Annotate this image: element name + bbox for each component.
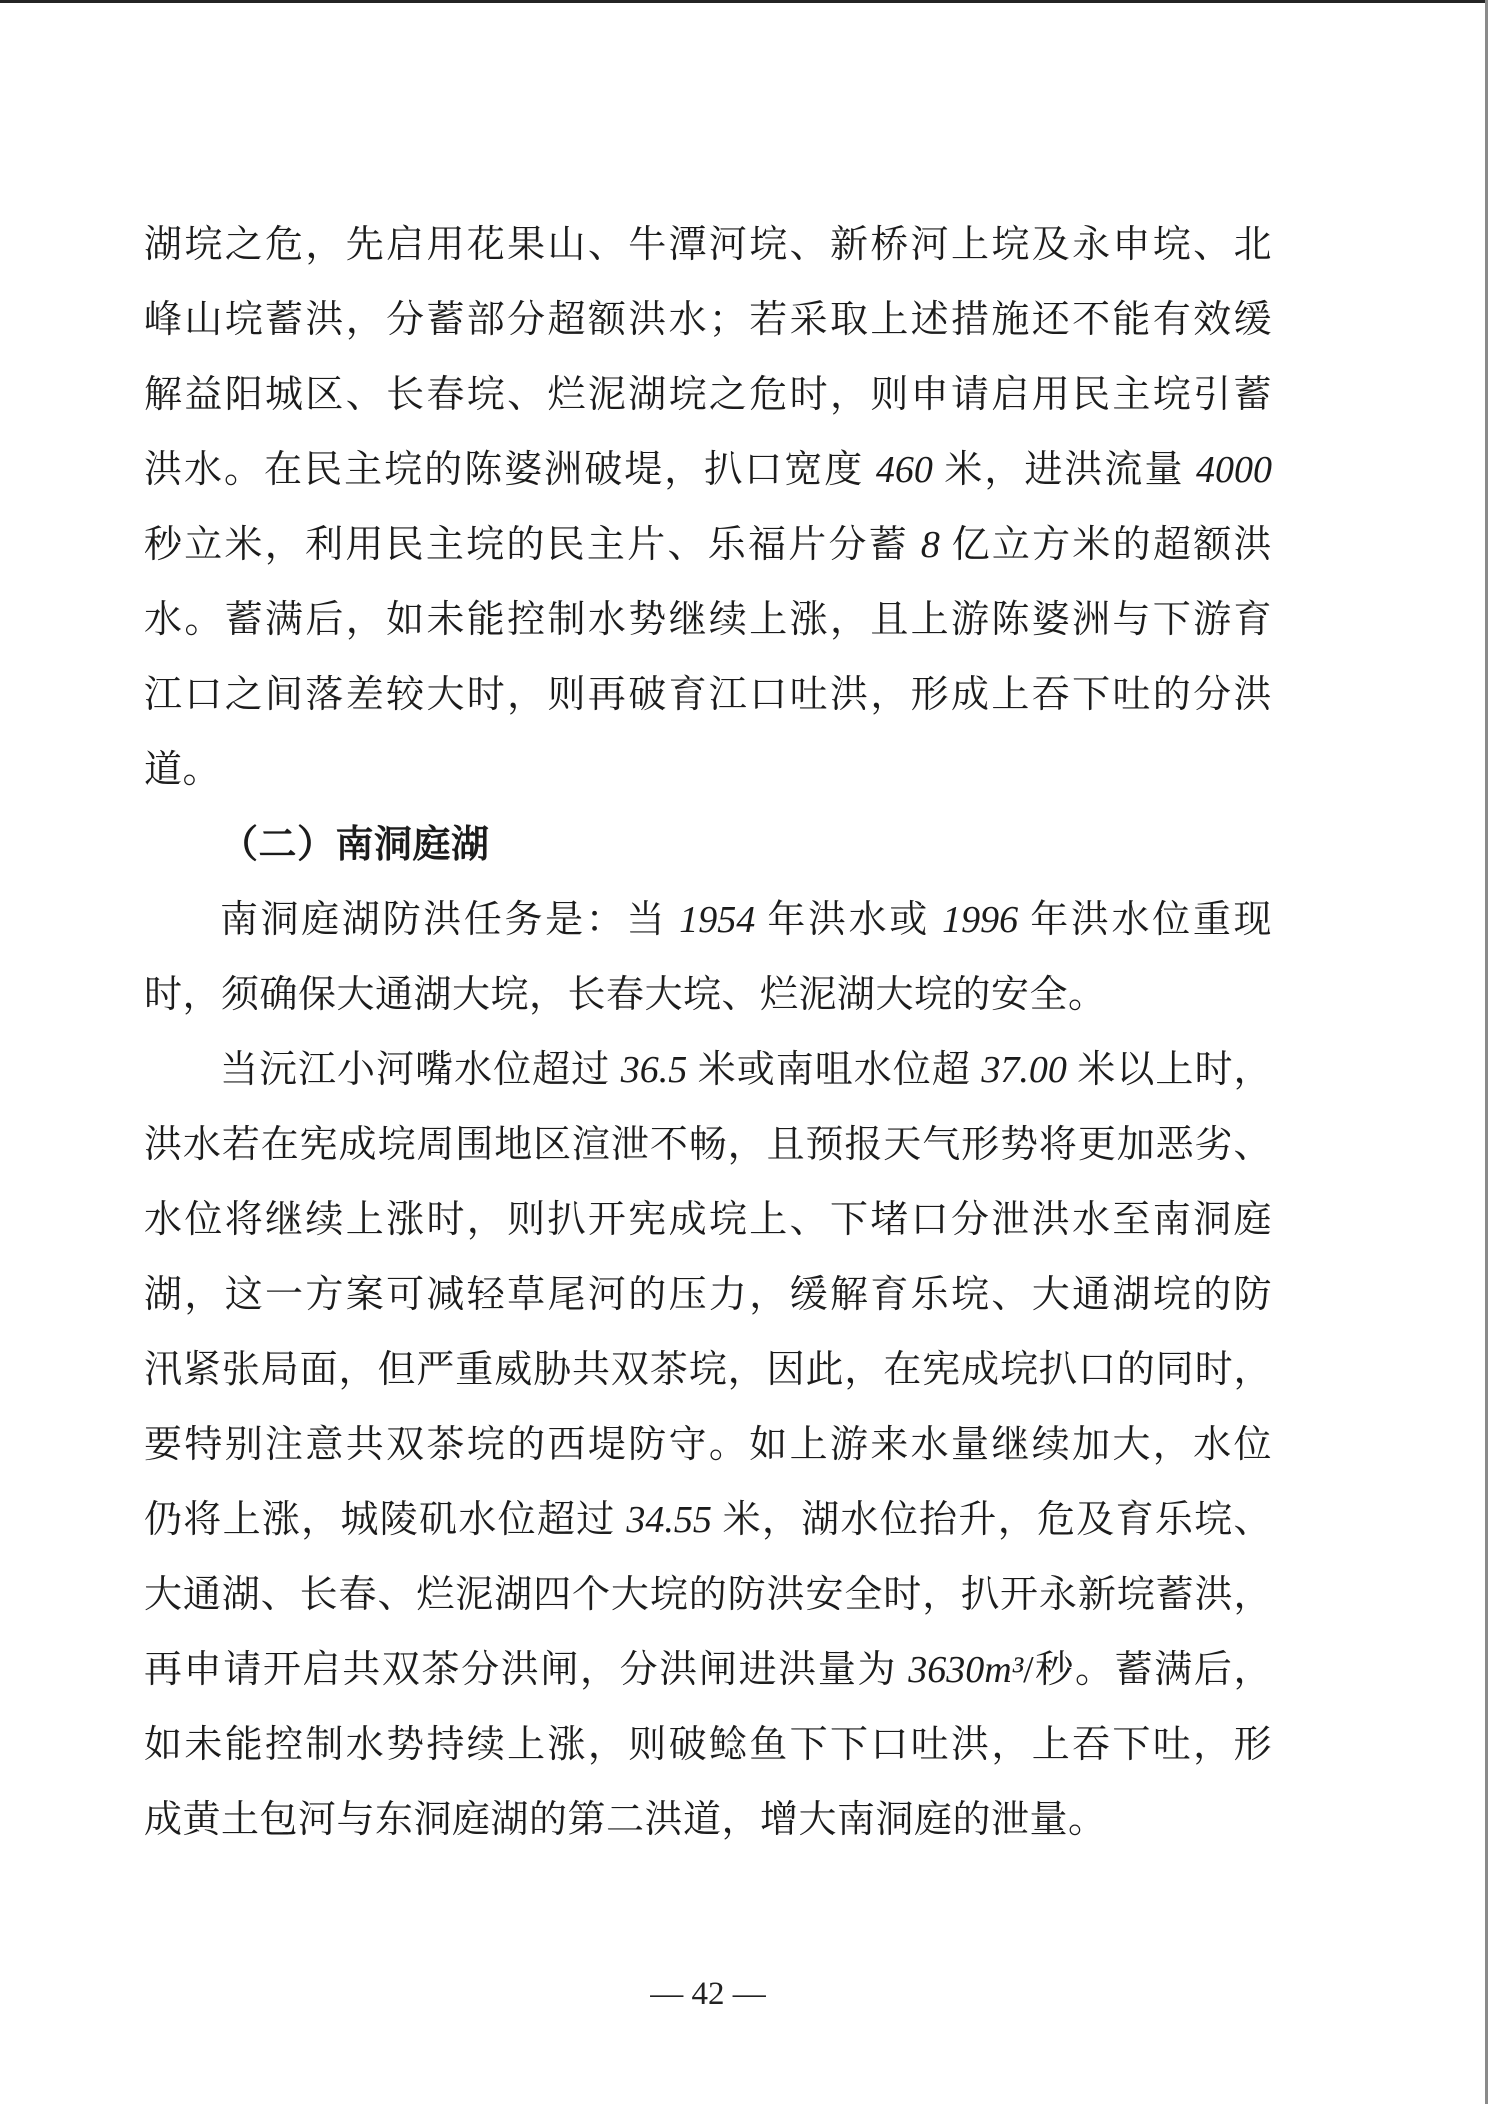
numeric-value: 37.00 bbox=[981, 1049, 1067, 1091]
text-line: 时，须确保大通湖大垸，长春大垸、烂泥湖大垸的安全。 bbox=[144, 974, 1107, 1016]
numeric-value: 36.5 bbox=[620, 1049, 688, 1091]
text-line: 江口之间落差较大时，则再破育江口吐洪，形成上吞下吐的分洪 bbox=[144, 674, 1272, 716]
text-line: 洪水。在民主垸的陈婆洲破堤，扒口宽度 460 米，进洪流量 4000 bbox=[144, 449, 1272, 491]
numeric-value: 3630m³ bbox=[908, 1649, 1024, 1691]
text-line: 仍将上涨，城陵矶水位超过 34.55 米，湖水位抬升，危及育乐垸、 bbox=[144, 1499, 1272, 1541]
text-line: 当沅江小河嘴水位超过 36.5 米或南咀水位超 37.00 米以上时， bbox=[220, 1049, 1272, 1091]
text-line: 大通湖、长春、烂泥湖四个大垸的防洪安全时，扒开永新垸蓄洪， bbox=[144, 1574, 1272, 1616]
numeric-value: 34.55 bbox=[626, 1499, 712, 1541]
text-line: 汛紧张局面，但严重威胁共双茶垸，因此，在宪成垸扒口的同时， bbox=[144, 1349, 1272, 1391]
numeric-value: 8 bbox=[920, 524, 940, 566]
text-line: 湖，这一方案可减轻草尾河的压力，缓解育乐垸、大通湖垸的防 bbox=[144, 1274, 1272, 1316]
text-line: 南洞庭湖防洪任务是：当 1954 年洪水或 1996 年洪水位重现 bbox=[220, 899, 1272, 941]
text-line: 水。蓄满后，如未能控制水势继续上涨，且上游陈婆洲与下游育 bbox=[144, 599, 1272, 641]
numeric-value: 4000 bbox=[1195, 449, 1272, 491]
text-line: 秒立米，利用民主垸的民主片、乐福片分蓄 8 亿立方米的超额洪 bbox=[144, 524, 1272, 566]
text-line: 成黄土包河与东洞庭湖的第二洪道，增大南洞庭的泄量。 bbox=[144, 1799, 1107, 1841]
page-edge-top bbox=[0, 0, 1488, 3]
numeric-value: 1996 bbox=[942, 899, 1019, 941]
section-heading: （二）南洞庭湖 bbox=[220, 824, 490, 866]
text-line: 解益阳城区、长春垸、烂泥湖垸之危时，则申请启用民主垸引蓄 bbox=[144, 374, 1272, 416]
text-line: 要特别注意共双茶垸的西堤防守。如上游来水量继续加大，水位 bbox=[144, 1424, 1272, 1466]
page-number: — 42 — bbox=[650, 1976, 766, 2012]
text-line: 峰山垸蓄洪，分蓄部分超额洪水；若采取上述措施还不能有效缓 bbox=[144, 299, 1272, 341]
numeric-value: 460 bbox=[875, 449, 933, 491]
text-line: 再申请开启共双茶分洪闸，分洪闸进洪量为 3630m³/秒。蓄满后， bbox=[144, 1649, 1272, 1691]
text-line: 洪水若在宪成垸周围地区渲泄不畅，且预报天气形势将更加恶劣、 bbox=[144, 1124, 1272, 1166]
text-line: 道。 bbox=[144, 749, 222, 791]
text-line: 湖垸之危，先启用花果山、牛潭河垸、新桥河上垸及永申垸、北 bbox=[144, 224, 1272, 266]
text-block bbox=[144, 208, 1272, 1858]
numeric-value: 1954 bbox=[679, 899, 756, 941]
text-line: 如未能控制水势持续上涨，则破鲶鱼下下口吐洪，上吞下吐，形 bbox=[144, 1724, 1272, 1766]
text-line: 水位将继续上涨时，则扒开宪成垸上、下堵口分泄洪水至南洞庭 bbox=[144, 1199, 1272, 1241]
